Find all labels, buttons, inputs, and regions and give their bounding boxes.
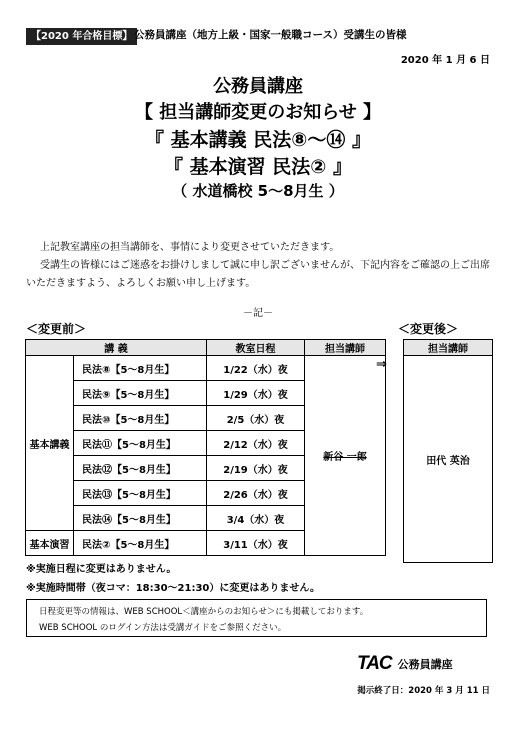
year-badge: 【2020 年合格目標】 (26, 28, 137, 45)
title-line-4: 『 基本演習 民法② 』 (164, 156, 352, 178)
course-cell: 民法⑬【5～8月生】 (74, 481, 207, 506)
title-line-2: 【 担当講師変更のお知らせ 】 (135, 102, 381, 123)
course-cell: 民法⑪【5～8月生】 (74, 431, 207, 456)
category-exercise: 基本演習 (26, 531, 74, 556)
after-label: ＜変更後＞ (398, 322, 459, 336)
schedule-cell: 2/26（水）夜 (207, 481, 305, 506)
course-cell: 民法⑭【5～8月生】 (74, 506, 207, 531)
before-label: ＜変更前＞ (26, 322, 87, 336)
table-row (404, 356, 493, 563)
issue-date: 2020 年 1 月 6 日 (400, 55, 490, 66)
tac-logo: TAC (357, 653, 392, 674)
header-new-instructor: 担当講師 (404, 340, 493, 356)
header-schedule: 教室日程 (207, 340, 305, 356)
course-cell: 民法⑫【5～8月生】 (74, 456, 207, 481)
schedule-cell: 3/4（水）夜 (207, 506, 305, 531)
body-paragraph-1: 上記教室講座の担当講師を、事情により変更させていただきます。 (40, 242, 340, 253)
category-lecture: 基本講義 (26, 356, 74, 531)
schedule-cell: 1/22（水）夜 (207, 356, 305, 381)
info-line-2: WEB SCHOOL のログイン方法は受講ガイドをご参照ください。 (39, 623, 287, 633)
schedule-cell: 3/11（水）夜 (207, 531, 305, 556)
header-course: 講 義 (26, 340, 207, 356)
ki-marker: －記－ (243, 308, 273, 319)
audience-line: 公務員講座（地方上級・国家一般職コース）受講生の皆様 (134, 29, 407, 41)
schedule-cell: 2/5（水）夜 (207, 406, 305, 431)
brand-name: 公務員講座 (397, 658, 453, 671)
after-table (403, 339, 493, 563)
title-line-5: （ 水道橋校 5～8月生 ） (172, 182, 344, 200)
title-line-1: 公務員講座 (213, 76, 303, 97)
note-time: ※実施時間帯（夜コマ：18:30～21:30）に変更はありません。 (26, 583, 320, 594)
old-instructor-name: 新谷 一郎 (323, 452, 367, 463)
new-instructor-cell: 田代 英治 (404, 356, 493, 563)
header-instructor: 担当講師 (305, 340, 386, 356)
table-header-row (404, 340, 493, 356)
schedule-cell: 2/19（水）夜 (207, 456, 305, 481)
info-box (26, 599, 487, 637)
old-instructor-cell (305, 356, 386, 556)
body-paragraph-2: 受講生の皆様にはご迷惑をお掛けしまして誠に申し訳ございませんが、下記内容をご確認の上ご出席いただきますよう、よろしくお願い申し上げます。 (26, 260, 490, 289)
note-schedule: ※実施日程に変更はありません。 (26, 564, 177, 575)
before-table (25, 339, 386, 556)
info-line-1: 日程変更等の情報は、WEB SCHOOL＜講座からのお知らせ＞にも掲載しております。 (39, 607, 369, 617)
table-header-row (26, 340, 386, 356)
brand-block (357, 653, 453, 675)
posting-end-date: 掲示終了日：2020 年 3 月 11 日 (357, 686, 490, 696)
schedule-cell: 1/29（水）夜 (207, 381, 305, 406)
course-cell: 民法②【5～8月生】 (74, 531, 207, 556)
title-line-3: 『 基本講義 民法⑧～⑭ 』 (145, 129, 371, 151)
course-cell: 民法⑩【5～8月生】 (74, 406, 207, 431)
schedule-cell: 2/12（水）夜 (207, 431, 305, 456)
table-row (26, 356, 386, 381)
change-arrow-icon: ⇒ (376, 357, 387, 372)
course-cell: 民法⑨【5～8月生】 (74, 381, 207, 406)
course-cell: 民法⑧【5～8月生】 (74, 356, 207, 381)
